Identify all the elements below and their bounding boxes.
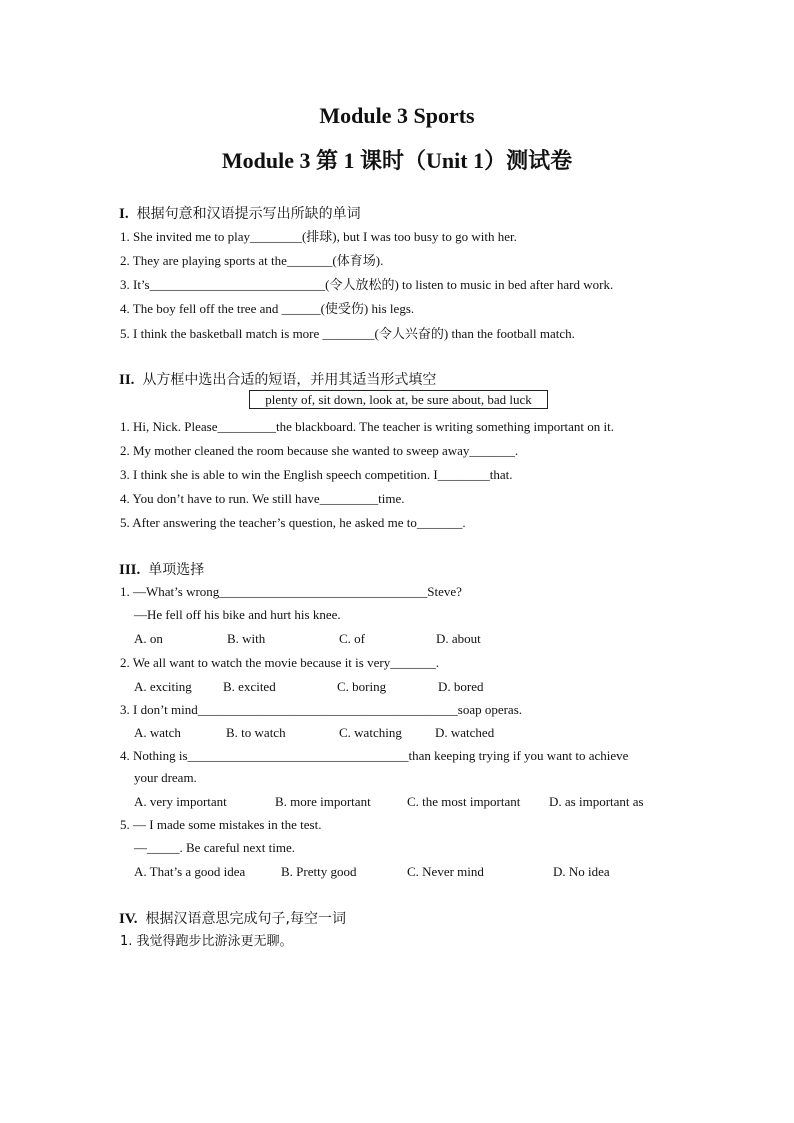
section-2-heading — [119, 369, 436, 389]
option-c: C. Never mind — [407, 864, 484, 879]
question-line: 4. You don’t have to run. We still have_________time. — [120, 491, 405, 506]
phrase-box: plenty of, sit down, look at, be sure about, bad luck — [249, 390, 548, 409]
question-line: 4. The boy fell off the tree and ______(使受伤) his legs. — [120, 301, 415, 316]
section-number: II. — [119, 372, 135, 388]
option-d: D. watched — [435, 725, 495, 740]
option-b: B. excited — [223, 679, 276, 694]
worksheet-subtitle: Module 3 第 1 课时（Unit 1）测试卷 — [221, 148, 573, 173]
section-4-heading — [119, 908, 346, 928]
question-continuation: your dream. — [134, 770, 197, 785]
section-3-heading — [119, 559, 204, 579]
option-b: B. with — [227, 631, 266, 646]
option-b: B. to watch — [226, 725, 286, 740]
question-line: 3. I think she is able to win the English speech competition. I________that. — [120, 467, 513, 482]
question-line: 2. My mother cleaned the room because she wanted to sweep away_______. — [120, 443, 519, 458]
option-c: C. boring — [337, 679, 387, 694]
section-1-heading — [119, 203, 361, 223]
option-d: D. as important as — [549, 794, 644, 809]
section-title: 根据句意和汉语提示写出所缺的单词 — [136, 206, 361, 222]
option-a: A. That’s a good idea — [134, 864, 246, 879]
question-reply: —_____. Be careful next time. — [134, 840, 296, 855]
question-line: 3. It’s___________________________(令人放松的) to listen to music in bed after hard work. — [120, 277, 614, 292]
question-stem: 5. — I made some mistakes in the test. — [120, 817, 322, 832]
option-a: A. exciting — [134, 679, 192, 694]
section-number: I. — [119, 206, 129, 222]
section-title: 从方框中选出合适的短语，并用其适当形式填空 — [142, 372, 437, 388]
option-d: D. No idea — [553, 864, 610, 879]
question-stem: 1. —What’s wrong________________________________Steve? — [120, 584, 462, 599]
question-line: 1. Hi, Nick. Please_________the blackboard. The teacher is writing something important on it. — [120, 419, 615, 434]
question-stem: 4. Nothing is__________________________________than keeping trying if you want to achieve — [120, 748, 629, 763]
option-a: A. on — [134, 631, 163, 646]
option-c: C. watching — [339, 725, 402, 740]
option-b: B. more important — [275, 794, 371, 809]
section-title: 单项选择 — [148, 562, 205, 578]
question-stem: 2. We all want to watch the movie because it is very_______. — [120, 655, 439, 670]
question-line: 5. After answering the teacher’s question, he asked me to_______. — [120, 515, 466, 530]
question-line: 1. She invited me to play________(排球), but I was too busy to go with her. — [120, 229, 517, 244]
option-d: D. bored — [438, 679, 484, 694]
option-c: C. the most important — [407, 794, 521, 809]
question-stem: 3. I don’t mind________________________________________soap operas. — [120, 702, 523, 717]
section-title: 根据汉语意思完成句子,每空一词 — [145, 911, 346, 927]
option-a: A. watch — [134, 725, 181, 740]
option-c: C. of — [339, 631, 365, 646]
question-line: 5. I think the basketball match is more ________(令人兴奋的) than the football match. — [120, 326, 575, 341]
option-d: D. about — [436, 631, 481, 646]
question-line: 2. They are playing sports at the_______(体育场). — [120, 253, 384, 268]
question-line: 1. 我觉得跑步比游泳更无聊。 — [120, 934, 293, 949]
question-reply: —He fell off his bike and hurt his knee. — [134, 607, 341, 622]
option-b: B. Pretty good — [281, 864, 357, 879]
worksheet-title: Module 3 Sports — [319, 103, 475, 128]
section-number: IV. — [119, 911, 138, 927]
section-number: III. — [119, 562, 141, 578]
option-a: A. very important — [134, 794, 227, 809]
